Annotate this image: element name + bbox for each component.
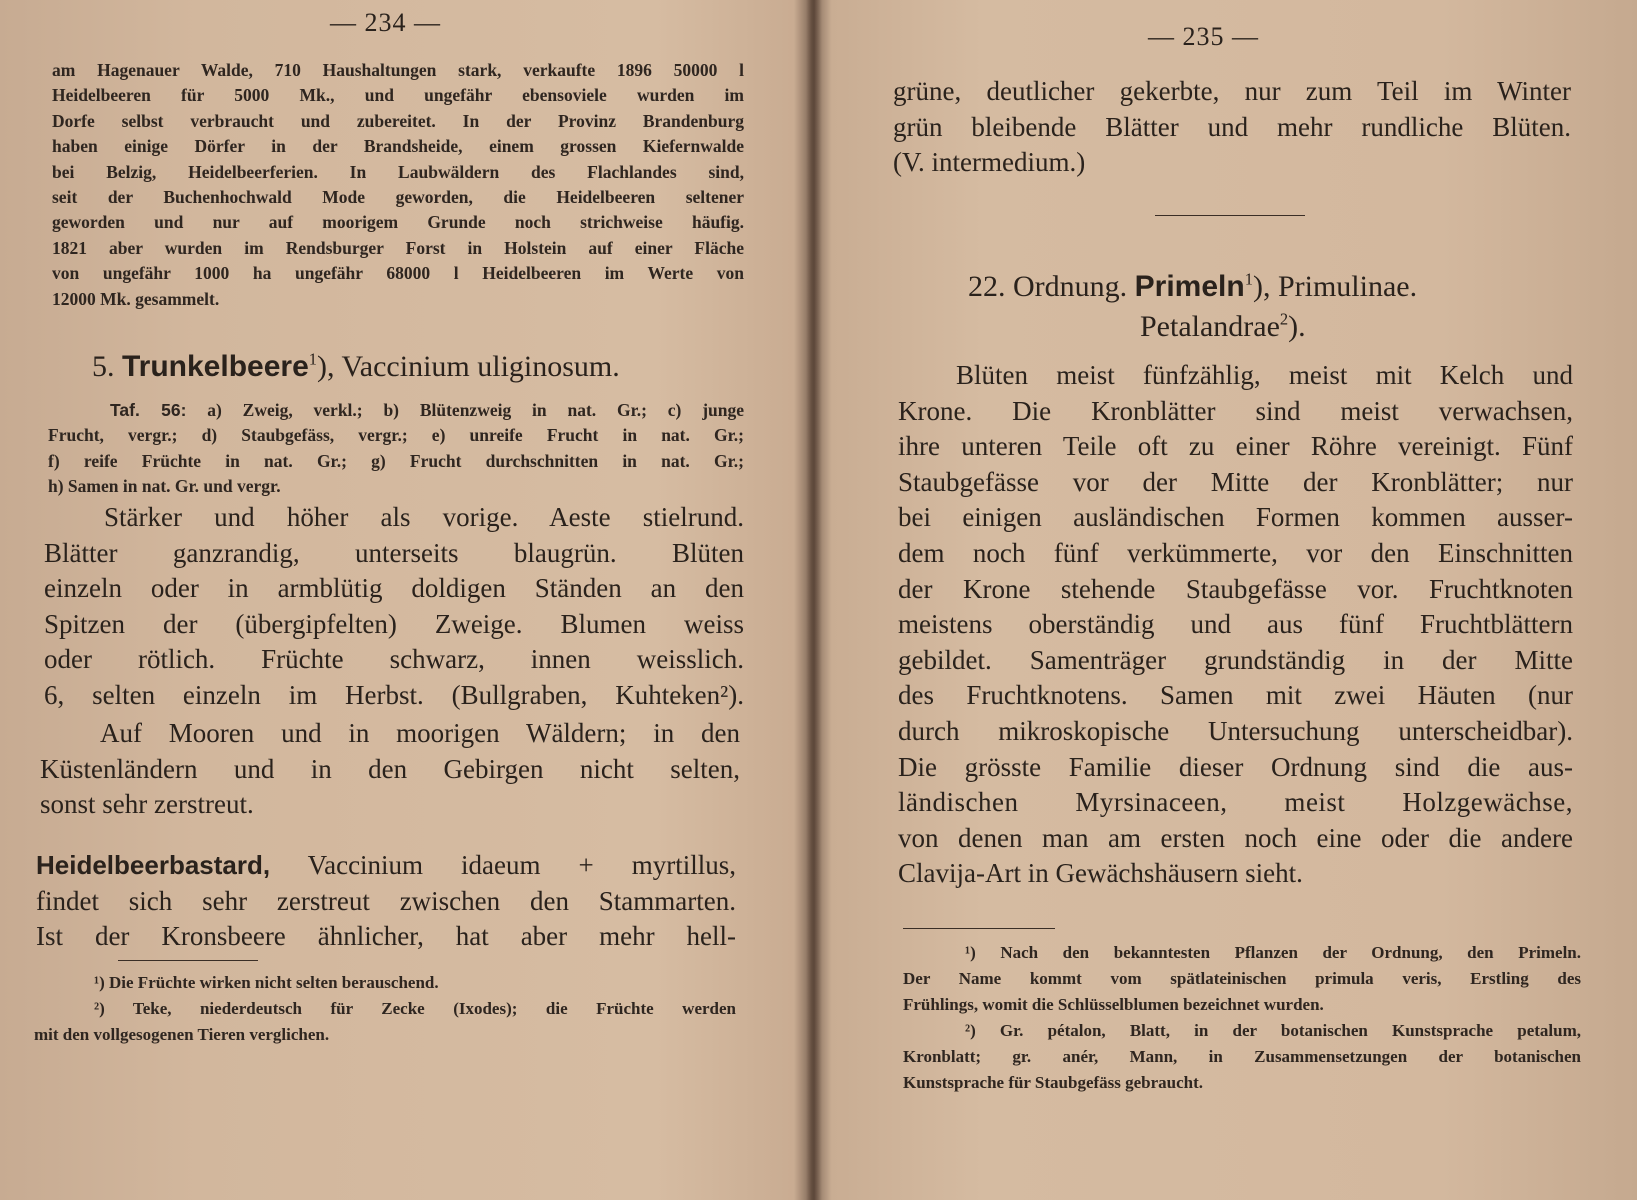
hybrid-rest: Vaccinium idaeum + myrtillus, (270, 850, 736, 880)
text-line: ihre unteren Teile oft zu einer Röhre vereinigt. Fünf (898, 431, 1573, 462)
text-line: Taf. 56: a) Zweig, verkl.; b) Blütenzweig in nat. Gr.; c) junge (110, 400, 745, 420)
heading-number: 5. (92, 350, 115, 383)
text-line: seit der Buchenhochwald Mode geworden, die Heidelbeeren seltener (52, 187, 744, 208)
text-line: bei Belzig, Heidelbeerferien. In Laubwäldern des Flachlandes sind, (52, 161, 744, 182)
heading-rest: ), Vaccinium uliginosum. (317, 350, 620, 383)
footnote-rule (903, 928, 1055, 929)
section-rule (1155, 215, 1305, 216)
text-line: h) Samen in nat. Gr. und vergr. (48, 476, 281, 497)
footnote: ²) Teke, niederdeutsch für Zecke (Ixodes); die Früchte werden (94, 999, 736, 1018)
text-line: findet sich sehr zerstreut zwischen den Stammarten. (36, 885, 736, 916)
text-line: Krone. Die Kronblätter sind meist verwachsen, (898, 395, 1573, 426)
heading-footnote-mark: 1 (308, 349, 318, 369)
text-line: dem noch fünf verkümmerte, vor den Einschnitten (898, 537, 1573, 568)
text-line: am Hagenauer Walde, 710 Haushaltungen stark, verkaufte 1896 50000 l (52, 60, 744, 80)
heading-name: Primeln (1134, 270, 1245, 303)
footnote: ¹) Die Früchte wirken nicht selten berauschend. (94, 973, 439, 992)
text-line: Dorfe selbst verbraucht und zubereitet. In der Provinz Brandenburg (52, 110, 744, 131)
footnote: ¹) Nach den bekanntesten Pflanzen der Ordnung, den Primeln. (965, 943, 1581, 962)
text-line: der Krone stehende Staubgefässe vor. Fruchtknoten (898, 573, 1573, 604)
text-line: 1821 aber wurden im Rendsburger Forst in Holstein auf einer Fläche (52, 237, 744, 258)
text-line: Ist der Kronsbeere ähnlicher, hat aber mehr hell- (36, 921, 736, 952)
text-line: ländischen Myrsinaceen, meist Holzgewächse, (898, 787, 1573, 818)
text-line: durch mikroskopische Untersuchung unterscheidbar). (898, 715, 1573, 746)
subheading-footnote-mark: 2 (1279, 309, 1289, 329)
text-line: meistens oberständig und aus fünf Fruchtblättern (898, 609, 1573, 640)
text-line: von denen man am ersten noch eine oder die andere (898, 822, 1573, 853)
text-line: 6, selten einzeln im Herbst. (Bullgraben, Kuhteken²). (44, 679, 744, 710)
text-line: Stärker und höher als vorige. Aeste stielrund. (104, 502, 744, 532)
text-line: Clavija-Art in Gewächshäusern sieht. (898, 858, 1303, 889)
text-line: oder rötlich. Früchte schwarz, innen weisslich. (44, 644, 744, 675)
text-line: Heidelbeeren für 5000 Mk., und ungefähr ebensoviele wurden im (52, 85, 744, 106)
heading-rest: ), Primulinae. (1252, 270, 1418, 303)
text-line: grüne, deutlicher gekerbte, nur zum Teil im Winter (893, 76, 1571, 106)
plate-label: Taf. 56: (110, 400, 187, 420)
text-line: geworden und nur auf moorigem Grunde noch strichweise häufig. (52, 212, 744, 233)
heading-footnote-mark: 1 (1244, 269, 1253, 289)
text-line: gebildet. Samenträger grundständig in der Mitte (898, 644, 1573, 675)
text-line: bei einigen ausländischen Formen kommen ausser- (898, 502, 1573, 533)
text-line: Blüten meist fünfzählig, meist mit Kelch und (956, 360, 1573, 390)
continuation-text (893, 74, 1571, 181)
heading-prefix: 22. Ordnung. (968, 270, 1128, 303)
text-line: von ungefähr 1000 ha ungefähr 68000 l Heidelbeeren im Werte von (52, 263, 744, 284)
text-line: (V. intermedium.) (893, 147, 1086, 178)
hybrid-name: Heidelbeerbastard, (36, 850, 271, 880)
text-line: Die grösste Familie dieser Ordnung sind die aus- (898, 751, 1573, 782)
footnote: Kunstsprache für Staubgefäss gebraucht. (903, 1073, 1204, 1092)
footnote: Frühlings, womit die Schlüsselblumen bezeichnet wurden. (903, 995, 1324, 1014)
text-line: f) reife Früchte in nat. Gr.; g) Frucht durchschnitten in nat. Gr.; (48, 450, 744, 471)
footnote: Der Name kommt vom spätlateinischen primula veris, Erstling des (903, 969, 1581, 988)
footnote: ²) Gr. pétalon, Blatt, in der botanischen Kunstsprache petalum, (965, 1021, 1581, 1040)
text-line: Auf Mooren und in moorigen Wäldern; in den (100, 718, 740, 748)
footnote: Kronblatt; gr. anér, Mann, in Zusammensetzungen der botanischen (903, 1047, 1581, 1066)
order-subheading (1140, 310, 1306, 344)
heading-name: Trunkelbeere (122, 350, 309, 383)
text-line: haben einige Dörfer in der Brandsheide, einem grossen Kiefernwalde (52, 136, 744, 157)
order-description (898, 358, 1573, 892)
right-page-number: — 235 — (1148, 22, 1259, 51)
text-line: grün bleibende Blätter und mehr rundliche Blüten. (893, 111, 1571, 142)
text-line: Blätter ganzrandig, unterseits blaugrün. Blüten (44, 537, 744, 568)
subheading-name: Petalandrae (1140, 310, 1280, 343)
text-line: Frucht, vergr.; d) Staubgefäss, vergr.; e) unreife Frucht in nat. Gr.; (48, 425, 744, 446)
right-footnotes (903, 940, 1581, 1096)
footnote: mit den vollgesogenen Tieren verglichen. (34, 1025, 330, 1044)
text-line: Staubgefässe vor der Mitte der Kronblätter; nur (898, 466, 1573, 497)
left-page-number: — 234 — (330, 8, 441, 37)
text-line: sonst sehr zerstreut. (40, 789, 254, 820)
text-line: 12000 Mk. gesammelt. (52, 288, 220, 309)
subheading-rest: ). (1288, 310, 1306, 343)
text-line: des Fruchtknotens. Samen mit zwei Häuten (nur (898, 680, 1573, 711)
text-line: Spitzen der (übergipfelten) Zweige. Blumen weiss (44, 608, 744, 639)
order-heading (968, 270, 1417, 304)
text-line: Küstenländern und in den Gebirgen nicht selten, (40, 753, 740, 784)
text-line: einzeln oder in armblütig doldigen Ständen an den (44, 573, 744, 604)
